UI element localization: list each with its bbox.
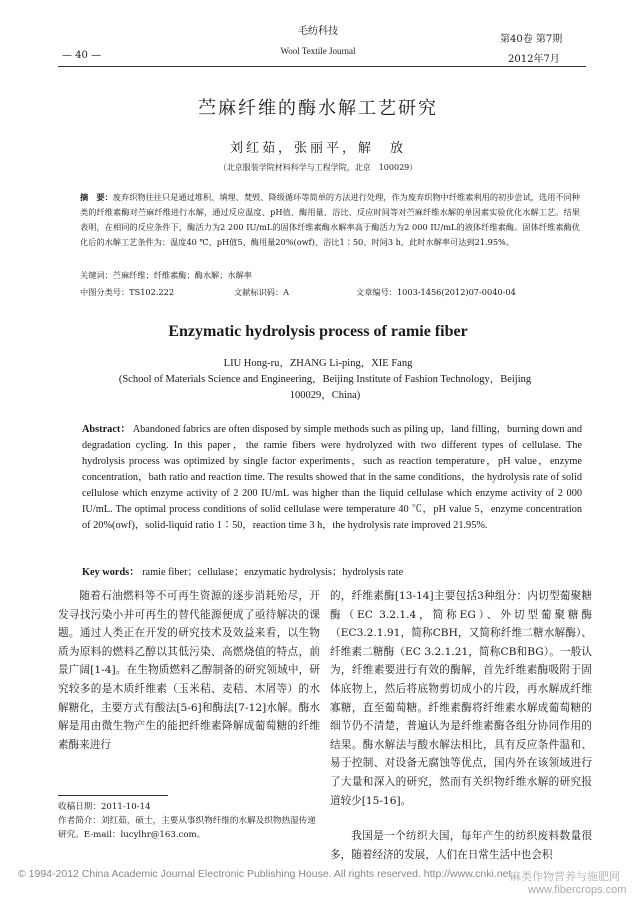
paper-title-en: Enzymatic hydrolysis process of ramie fiber [168,323,468,340]
abstract-cn [80,190,580,250]
paper-title-cn: 苎麻纤维的酶水解工艺研究 [198,98,438,119]
affiliation-en: (School of Materials Science and Engineering，Beijing Institute of Fashion Technology，Beijing 100029，China) [118,374,532,401]
keywords-en-label: Key words： [82,567,140,578]
body-right-paragraph-1: 的，纤维素酶[13-14]主要包括3种组分：内切型葡聚糖酶（EC 3.2.1.4，简称EG）、外切型葡聚糖酶（EC3.2.1.91，简称CBH，又简称纤维二糖水解酶）、纤维素二糖酶（EC 3.2.1.21，简称CB和BG）。一般认为，纤维素要进行有效的酶解，首先纤维素酶吸附于固体底物上，然后将底物剪切成小的片段，再水解成纤维寡糖，直至葡萄糖。纤维素酶将纤维素水解成葡萄糖的细节仍不清楚，普遍认为是纤维素酶各组分协同作用的结果。酶水解法与酸水解法相比，具有反应条件温和、易于控制、对设备无腐蚀等优点，国内外在该领域进行了大量和深入的研究，然而有关织物纤维水解的研究报道较少[15-16]。 [330,590,592,807]
footnote-rule [58,795,168,796]
abstract-en-label: Abstract： [82,424,131,435]
article-number: 文章编号：1003-1456(2012)07-0040-04 [356,287,516,297]
footnote-author: 作者简介：刘红茹，硕士，主要从事织物纤维的水解及织物热湿传递研究。E-mail：lucylhr@163.com。 [58,816,316,840]
authors-en: LIU Hong-ru，ZHANG Li-ping，XIE Fang [223,358,413,369]
authors-cn: 刘红茹，张丽平，解 放 [229,141,406,156]
volume-issue: 第40卷 第7期 [500,34,563,45]
issue-date: 2012年7月 [508,54,560,65]
footnote-received: 收稿日期：2011-10-14 [58,802,151,812]
keywords-cn: 关键词：苎麻纤维；纤维素酶；酶水解；水解率 [80,270,252,280]
document-code: 文献标识码：A [234,287,290,297]
clc-number: 中图分类号：TS102.222 [80,287,175,297]
abstract-cn-text: 废弃织物往往只是通过堆积、填埋、焚毁、降级循环等简单的方法进行处理，作为废弃织物中纤维素利用的初步尝试，选用不同种类的纤维素酶对苎麻纤维进行水解，通过反应温度、pH值、酶用量、浴比、反应时间等对苎麻纤维水解的单因素实验优化水解工艺。结果表明，在相同的反应条件下，酶活力为2 200 IU/mL的固体纤维素酶水解率高于酶活力为2 000 IU/mL的液体纤维素酶。固体纤维素酶优化后的水解工艺条件为：温度40 ℃、pH值5、酶用量20%(owf)、浴比1∶50、时间3 h，此时水解率可达到21.95%。 [80,192,580,247]
page-number: — 40 — [62,50,102,61]
keywords-en [82,563,582,578]
journal-name-en: Wool Textile Journal [280,46,356,56]
copyright-footer: © 1994-2012 China Academic Journal Electronic Publishing House. All rights reserved. http://www.cnki.net [18,868,512,880]
body-left-paragraph: 随着石油燃料等不可再生资源的逐步消耗殆尽，开发寻找污染小并可再生的替代能源便成了亟待解决的课题。通过人类正在开发的研究技术及效益来看，以生物质为原料的燃料乙醇以其低污染、高燃烧值的特点，前景广阔[1-4]。在生物质燃料乙醇制备的研究领域中，研究较多的是木质纤维素（玉米秸、麦秸、木屑等）的水解糖化，主要方式有酸法[5-6]和酶法[7-12]水解。酶水解是用由微生物产生的能把纤维素降解成葡萄糖的纤维素酶来进行 [58,590,320,751]
header-rule [58,66,586,67]
abstract-en-text: Abandoned fabrics are often disposed by simple methods such as piling up，land filling，burning down and degradation cycling. In this paper，the ramie fibers were hydrolyzed with two different types of cellulase. The hydrolysis process was optimized by single factor experiments，such as reaction temperature，pH value，enzyme concentration，bath ratio and reaction time. The results showed that in the same conditions，the hydrolysis rate of solid cellulose which enzyme activity of 2 200 IU/mL was higher than the liquid cellulase which enzyme activity of 2 000 IU/mL. The optimal process conditions of solid cellulase were temperature 40 ℃，pH value 5，enzyme concentration of 20%(owf)，solid-liquid ratio 1∶50，reaction time 3 h，the hydrolysis rate improved 21.95%. [82,424,582,531]
abstract-cn-label: 摘 要： [80,192,113,202]
journal-name-cn: 毛纺科技 [298,26,338,37]
keywords-en-text: ramie fiber；cellulase；enzymatic hydrolysis；hydrolysis rate [142,567,404,578]
body-right-paragraph-2: 我国是一个纺织大国，每年产生的纺织废料数量很多，随着经济的发展，人们在日常生活中也会积 [330,830,592,861]
watermark-cn: 麻类作物营养与施肥网 [510,871,620,883]
abstract-en [82,422,582,534]
affiliation-cn: （北京服装学院材料科学与工程学院，北京 100029） [218,163,418,172]
watermark-url: www.fibercrops.com [528,884,627,896]
